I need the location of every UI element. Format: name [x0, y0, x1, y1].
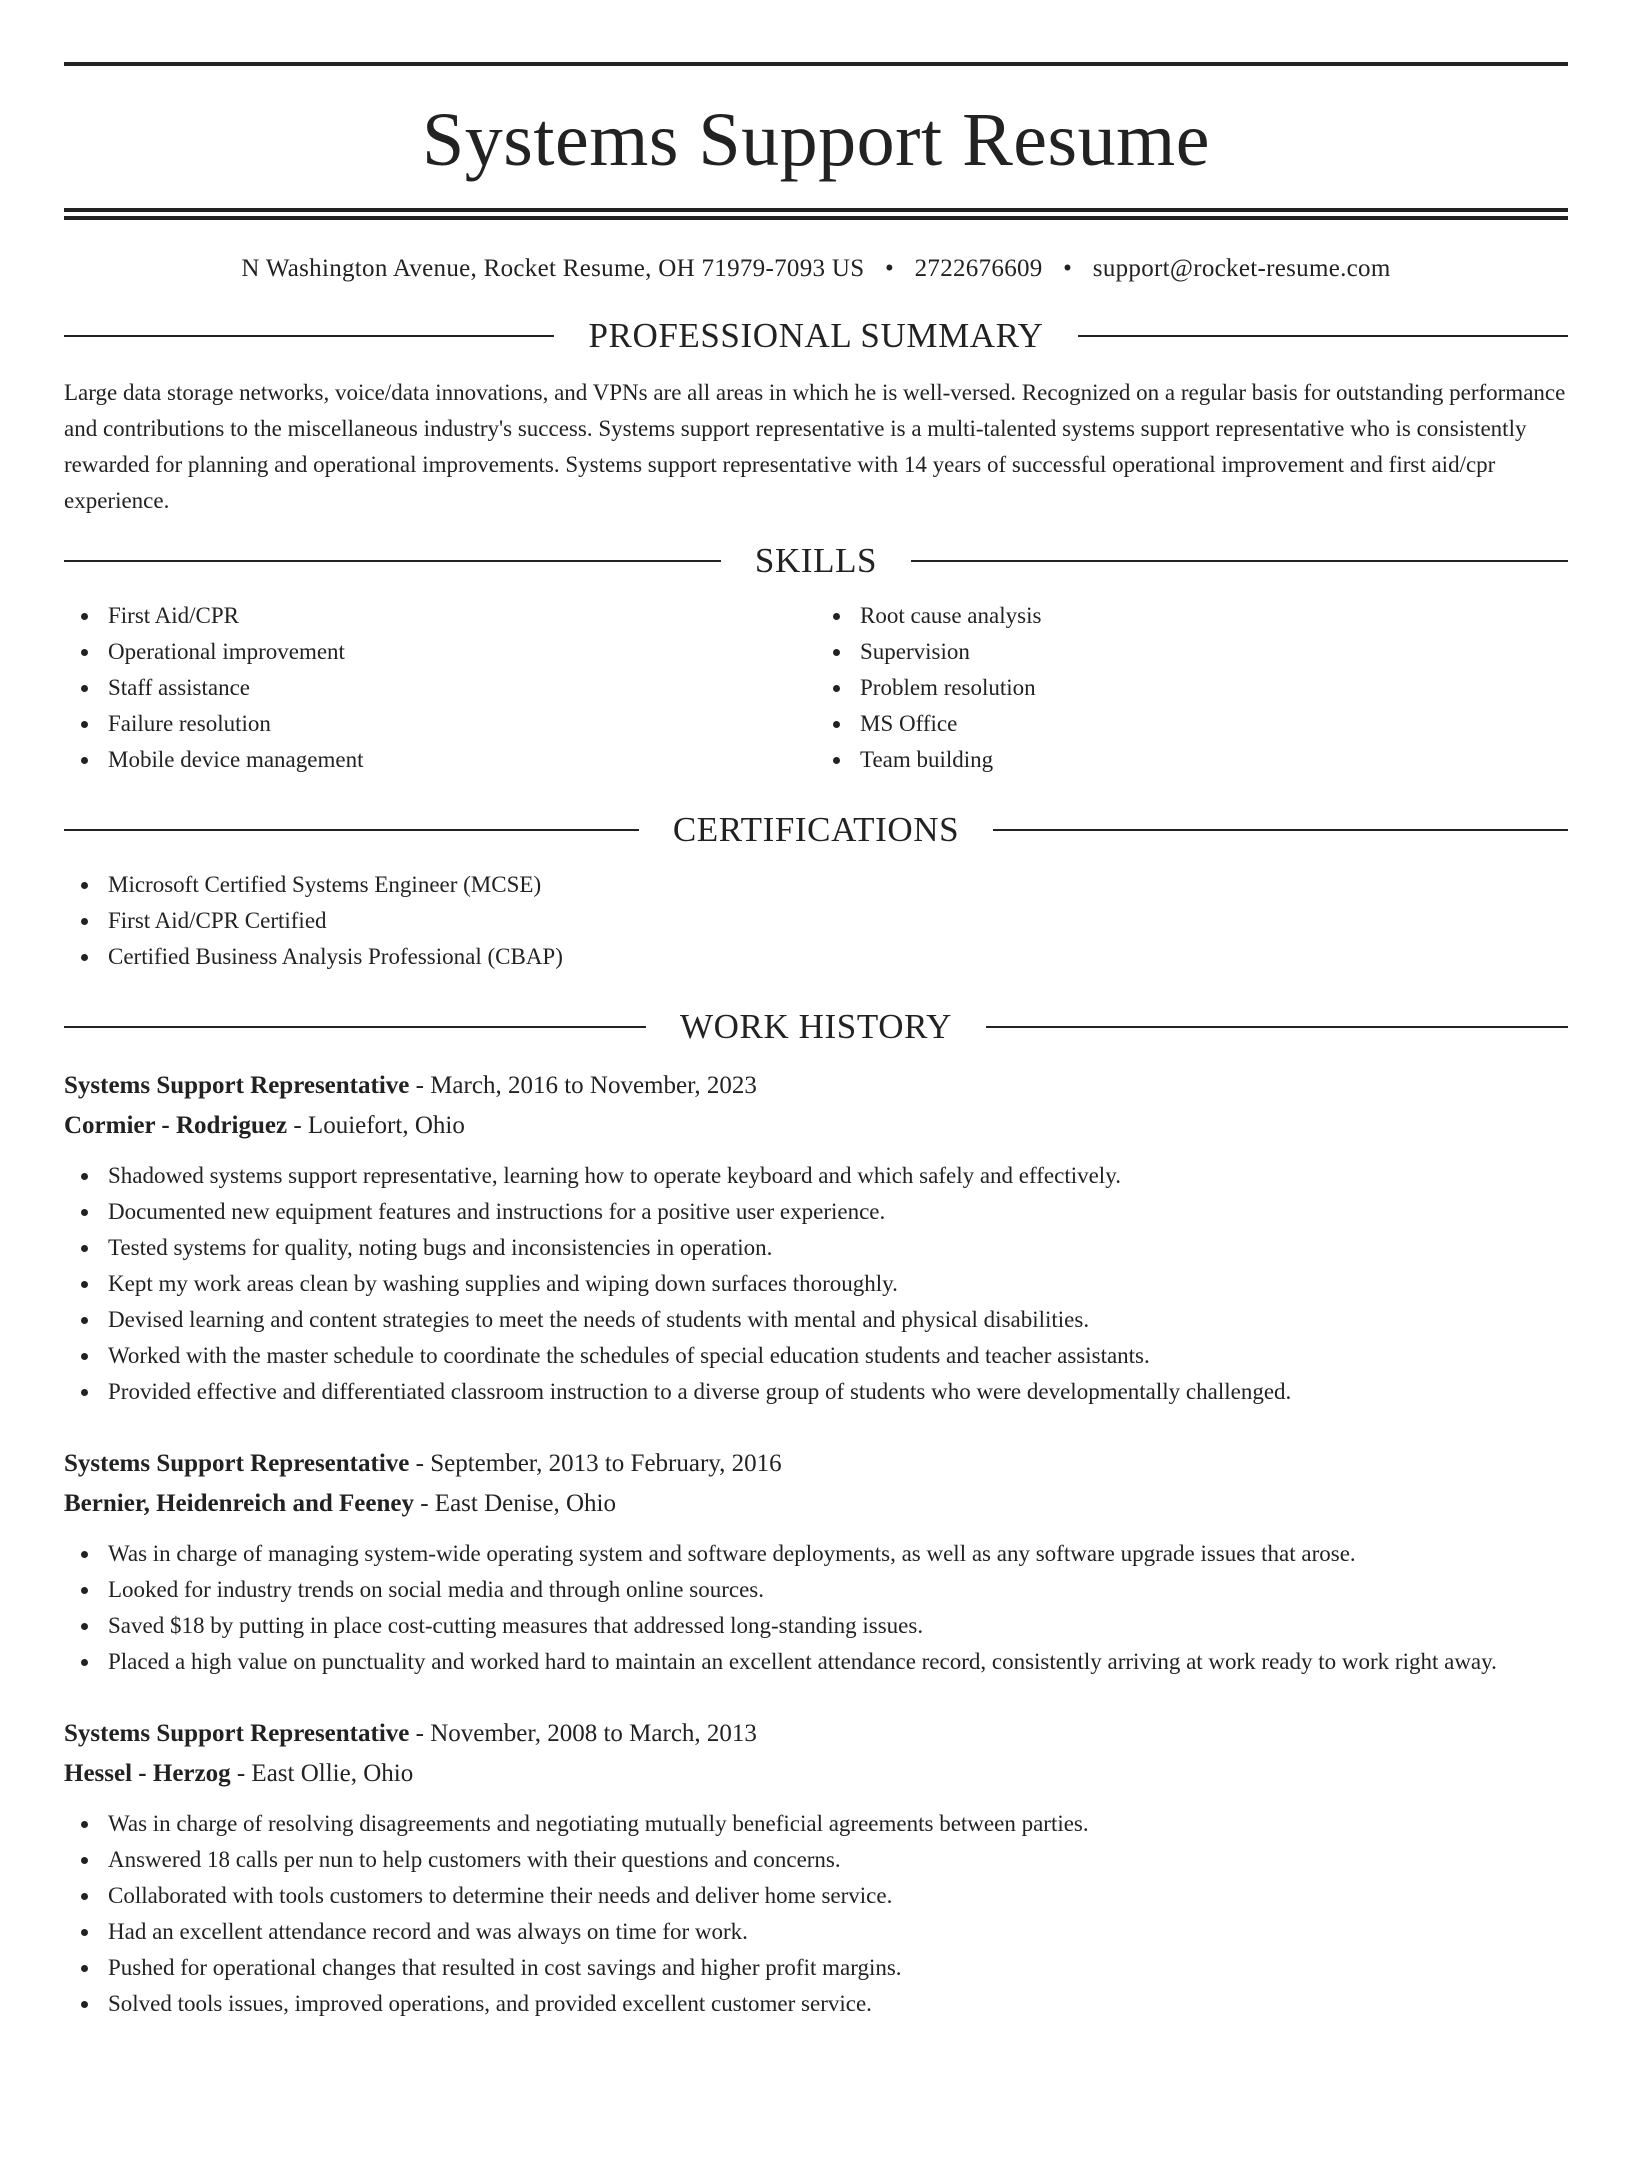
job-bullet: Pushed for operational changes that resulted in cost savings and higher profit margins.: [64, 1950, 1568, 1986]
skill-item: Operational improvement: [64, 634, 816, 670]
skills-section-header: [64, 543, 1568, 578]
certifications-list: [64, 867, 1568, 975]
summary-section-header: [64, 318, 1568, 353]
skill-item: First Aid/CPR: [64, 598, 816, 634]
contact-phone: 2722676609: [914, 255, 1043, 282]
contact-address: N Washington Avenue, Rocket Resume, OH 71979-7093 US: [241, 255, 865, 282]
contact-line: [64, 254, 1568, 284]
job-title-line: [64, 1066, 1568, 1106]
job-location: - East Denise, Ohio: [413, 1490, 617, 1517]
skill-item: Staff assistance: [64, 670, 816, 706]
skill-item: Mobile device management: [64, 742, 816, 778]
job-dates: - November, 2008 to March, 2013: [409, 1720, 757, 1747]
section-rule: [64, 829, 639, 831]
job-bullet: Shadowed systems support representative, learning how to operate keyboard and which safely and effectively.: [64, 1158, 1568, 1194]
job-company: Bernier, Heidenreich and Feeney: [64, 1490, 414, 1517]
skill-item: Team building: [816, 742, 1568, 778]
skills-column-left: [64, 598, 816, 778]
job-title-line: [64, 1444, 1568, 1484]
summary-heading: PROFESSIONAL SUMMARY: [588, 316, 1044, 355]
skill-item: Problem resolution: [816, 670, 1568, 706]
skill-item: Root cause analysis: [816, 598, 1568, 634]
job-bullet: Provided effective and differentiated classroom instruction to a diverse group of students who were developmentally challenged.: [64, 1374, 1568, 1410]
certifications-heading: CERTIFICATIONS: [672, 810, 960, 849]
job-title: Systems Support Representative: [64, 1720, 410, 1747]
resume-page: [0, 62, 1632, 2174]
job-bullets: [64, 1806, 1568, 2022]
job-entry: [64, 1066, 1568, 1410]
job-title-line: [64, 1714, 1568, 1754]
job-bullets: [64, 1158, 1568, 1410]
job-bullets: [64, 1536, 1568, 1680]
job-title: Systems Support Representative: [64, 1072, 410, 1099]
work-history-heading: WORK HISTORY: [680, 1007, 952, 1046]
certifications-section-header: [64, 812, 1568, 847]
job-entry: [64, 1714, 1568, 2022]
title-double-rule: [64, 208, 1568, 220]
job-location: - Louiefort, Ohio: [287, 1112, 465, 1139]
job-bullet: Documented new equipment features and instructions for a positive user experience.: [64, 1194, 1568, 1230]
job-bullet: Had an excellent attendance record and was always on time for work.: [64, 1914, 1568, 1950]
job-company: Hessel - Herzog: [64, 1760, 231, 1787]
job-entry: [64, 1444, 1568, 1680]
job-title: Systems Support Representative: [64, 1450, 410, 1477]
job-bullet: Collaborated with tools customers to determine their needs and deliver home service.: [64, 1878, 1568, 1914]
job-bullet: Solved tools issues, improved operations, and provided excellent customer service.: [64, 1986, 1568, 2022]
job-bullet: Devised learning and content strategies to meet the needs of students with mental and physical disabilities.: [64, 1302, 1568, 1338]
certification-item: Microsoft Certified Systems Engineer (MCSE): [64, 867, 1568, 903]
contact-separator: •: [1063, 255, 1073, 282]
section-rule: [1078, 335, 1568, 337]
skill-item: Failure resolution: [64, 706, 816, 742]
skill-item: Supervision: [816, 634, 1568, 670]
section-rule: [64, 560, 721, 562]
skill-item: MS Office: [816, 706, 1568, 742]
section-rule: [993, 829, 1568, 831]
contact-separator: •: [884, 255, 895, 282]
job-bullet: Placed a high value on punctuality and worked hard to maintain an excellent attendance record, consistently arriving at work ready to work right away.: [64, 1644, 1568, 1680]
job-location: - East Ollie, Ohio: [230, 1760, 414, 1787]
section-rule: [64, 335, 554, 337]
contact-email: support@rocket-resume.com: [1092, 255, 1391, 282]
job-bullet: Saved $18 by putting in place cost-cutting measures that addressed long-standing issues.: [64, 1608, 1568, 1644]
skills-list: [64, 598, 1568, 778]
job-bullet: Worked with the master schedule to coordinate the schedules of special education students and teacher assistants.: [64, 1338, 1568, 1374]
job-bullet: Tested systems for quality, noting bugs and inconsistencies in operation.: [64, 1230, 1568, 1266]
summary-text: Large data storage networks, voice/data innovations, and VPNs are all areas in which he is well-versed. Recognized on a regular basis for outstanding performance and contributions to the miscellaneous industry's success. Systems support representative is a multi-talented systems support representative who is consistently rewarded for planning and operational improvements. Systems support representative with 14 years of successful operational improvement and first aid/cpr experience.: [64, 380, 1566, 513]
skills-heading: SKILLS: [754, 541, 878, 580]
job-bullet: Was in charge of managing system-wide operating system and software deployments, as well as any software upgrade issues that arose.: [64, 1536, 1568, 1572]
job-company-line: [64, 1106, 1568, 1146]
section-rule: [986, 1026, 1568, 1028]
job-company-line: [64, 1754, 1568, 1794]
job-bullet: Looked for industry trends on social media and through online sources.: [64, 1572, 1568, 1608]
job-bullet: Kept my work areas clean by washing supplies and wiping down surfaces thoroughly.: [64, 1266, 1568, 1302]
work-history-section-header: [64, 1009, 1568, 1044]
section-rule: [64, 1026, 646, 1028]
job-company-line: [64, 1484, 1568, 1524]
top-rule: [64, 62, 1568, 66]
certification-item: Certified Business Analysis Professional (CBAP): [64, 939, 1568, 975]
job-bullet: Answered 18 calls per nun to help customers with their questions and concerns.: [64, 1842, 1568, 1878]
job-company: Cormier - Rodriguez: [64, 1112, 288, 1139]
page-title: Systems Support Resume: [422, 98, 1210, 182]
section-rule: [911, 560, 1568, 562]
job-dates: - September, 2013 to February, 2016: [409, 1450, 782, 1477]
certification-item: First Aid/CPR Certified: [64, 903, 1568, 939]
skills-column-right: [816, 598, 1568, 778]
job-bullet: Was in charge of resolving disagreements and negotiating mutually beneficial agreements between parties.: [64, 1806, 1568, 1842]
job-dates: - March, 2016 to November, 2023: [409, 1072, 757, 1099]
